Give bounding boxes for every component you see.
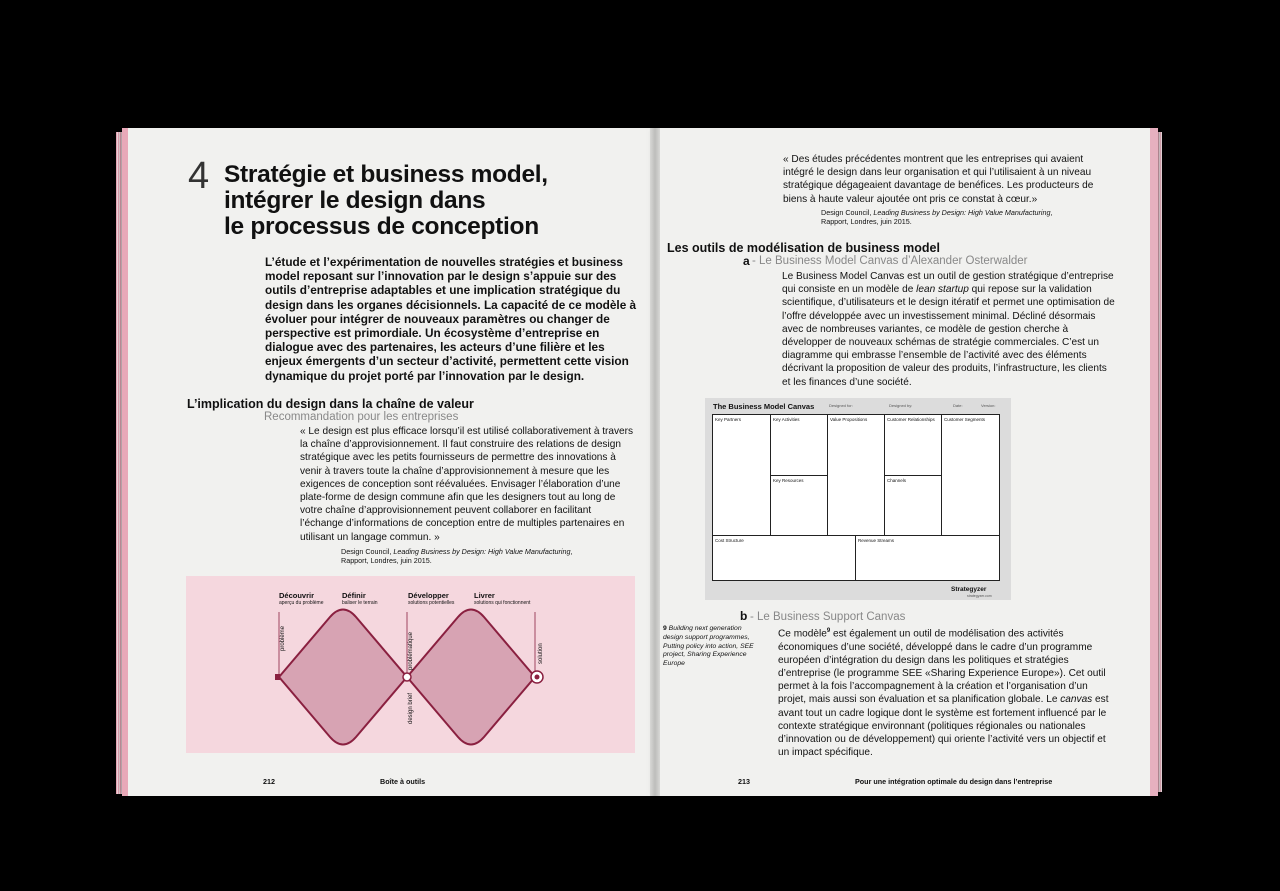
strategyzer-url: strategyzer.com [967, 594, 992, 598]
source-text: Design Council, [821, 208, 874, 217]
quote-paragraph: « Le design est plus efficace lorsqu’il est utilisé collaborativement à travers la chaîne d’approvisionnement. Il faut construire des relations de design stratégique avec les petits fournisseurs de permettre des innovations à venir à travers toute la chaîne d’approvisionnement à mesure que les exigences de conception sont réévaluées. Envisager l’élaboration d’une plate-forme de design commune afin que les designers tout au long de votre chaîne d’approvisionnement peuvent collaborer en facilitant l’échange d’informations de conception entre de multiples partenaires en utilisant un langage commun. » [300, 426, 634, 543]
body-text: est également un outil de modélisation des activités économiques d’une société, développé dans le cadre d’un programme européen d’intégration du design dans les politiques et stratégies d’entreprise (le programme SEE «Sharing Experience Europe»). Cet outil permet à la fois l’accompagnement à la création et l’organisation d’un projet, mais aussi son évaluation et sa planification globale. Le [778, 628, 1106, 706]
business-model-canvas-image [705, 398, 1011, 600]
chapter-number: 4 [188, 155, 210, 197]
cell-key-partners: Key Partners [712, 414, 771, 536]
canvas-title: The Business Model Canvas [713, 402, 815, 411]
right-section-heading: Les outils de modélisation de business model [667, 241, 940, 255]
cell-customer-relationships: Customer Relationships [884, 414, 942, 476]
cell-revenue-streams: Revenue Streams [855, 535, 1000, 581]
cell-value-propositions: Value Propositions [827, 414, 885, 536]
label-solution: solution [538, 643, 544, 664]
canvas-field: Date: [953, 403, 963, 408]
quote-source [341, 547, 631, 565]
phase-sub: solutions potentielles [408, 600, 455, 606]
label-probleme: problème [280, 625, 286, 651]
body-text-italic: canvas [1060, 694, 1093, 706]
cell-cost-structure: Cost Structure [712, 535, 856, 581]
support-canvas-description [778, 625, 1116, 759]
footnote-number: 9 [663, 625, 667, 632]
body-text-italic: lean startup [916, 284, 969, 296]
phase-title: Définir [342, 591, 366, 600]
phase-sub: solutions qui fonctionnent [474, 600, 531, 606]
book-gutter [650, 128, 660, 796]
canvas-description [782, 270, 1117, 389]
body-text: Le Business Model Canvas est un outil de gestion stratégique d’entreprise qui consiste en un modèle de [782, 271, 1114, 296]
label-problematique: problématique [408, 631, 414, 670]
footnote-text: Building next generation design support programmes, Putting policy into action, SEE project, Sharing Experience Europe [663, 625, 754, 668]
chapter-title-line: intégrer le design dans [224, 187, 486, 214]
cell-customer-segments: Customer Segments [941, 414, 1000, 536]
section-subheading: Recommandation pour les entreprises [264, 411, 459, 423]
cell-key-activities: Key Activities [770, 414, 828, 476]
subsection-letter-b: b [740, 609, 748, 623]
footnote-reference: 9 [826, 628, 831, 634]
develop-deliver-diamond [407, 610, 535, 745]
running-footer-right: Pour une intégration optimale du design dans l’entreprise [855, 777, 1053, 786]
label-design-brief: design brief [408, 692, 414, 724]
chapter-title-line: Stratégie et business model, [224, 161, 548, 188]
cell-key-resources: Key Resources [770, 475, 828, 536]
right-quote-paragraph: « Des études précédentes montrent que les entreprises qui avaient intégré le design dans leur organisation et qui l’utilisaient à un niveau stratégique dégageaient davantage de benéfices. Les producteurs de biens à haute valeur ajoutée ont pris ce constat à cœur.» [783, 154, 1094, 205]
subsection-title-a: - Le Business Model Canvas d’Alexander Osterwalder [752, 255, 1028, 267]
end-marker-dot [535, 675, 540, 680]
page-number-right: 213 [738, 777, 750, 786]
source-text: Design Council, [341, 547, 394, 556]
canvas-field: Designed for: [829, 403, 853, 408]
source-text: Rapport, Londres, juin 2015. [821, 217, 912, 226]
discover-define-diamond [279, 610, 407, 745]
start-marker [275, 674, 280, 680]
section-heading: L’implication du design dans la chaîne de valeur [187, 397, 474, 411]
body-text: qui repose sur la validation scientifique, d’utilisateurs et le design itératif et permet une optimisation de l’offre développée avec un investissement minimal. Décliné désormais avec de nombreuses variantes, ce modèle de gestion cherche à développer de nouveaux schémas de stratégie commerciales. C’est un diagramme qui embrasse l’ensemble de l’activité avec des éléments décrivant la proposition de valeur des produits, l’infrastructure, les clients et les finances d’une société. [782, 284, 1115, 388]
footnote [663, 625, 763, 669]
phase-sub: aperçu du problème [279, 600, 324, 606]
subsection-title-b: - Le Business Support Canvas [750, 611, 906, 623]
canvas-field: Version: [981, 403, 996, 408]
canvas-field: Designed by: [889, 403, 913, 408]
chapter-title-line: le processus de conception [224, 213, 539, 240]
running-footer-left: Boîte à outils [380, 777, 426, 786]
phase-sub: baliser le terrain [342, 600, 378, 606]
body-text: est avant tout un cadre logique dont le système est fortement influencé par le contexte stratégique environnant (politiques régionales ou nationales d’innovation ou de développement) qui oriente l’activité vers un objectif et un impact spécifique. [778, 694, 1109, 759]
double-diamond-diagram [186, 576, 635, 753]
source-text: Rapport, Londres, juin 2015. [341, 556, 432, 565]
phase-title: Découvrir [279, 591, 315, 600]
source-text: , [1050, 208, 1053, 217]
midpoint-marker [403, 673, 411, 681]
intro-paragraph: L’étude et l’expérimentation de nouvelles stratégies et business model reposant sur l’innovation par le design s’appuie sur des outils d’entreprise adaptables et une implication stratégique du design dans les organes décisionnels. La capacité de ce modèle à évoluer pour intégrer de nouveaux paramètres ou changer de perspective est primordiale. Un écosystème d’entreprise en dialogue avec des partenaires, les acteurs d’une filière et les enjeux émergents d’un secteur d’activité, permettent cette vision dynamique du projet porté par l’innovation par le design. [265, 255, 637, 383]
right-quote-source [821, 208, 1101, 226]
cell-channels: Channels [884, 475, 942, 536]
source-title: Leading Business by Design: High Value Manufacturing [393, 547, 571, 556]
phase-title: Développer [408, 591, 449, 600]
chapter-title [224, 162, 624, 240]
phase-title: Livrer [474, 591, 495, 600]
strategyzer-logo: Strategyzer [951, 586, 987, 593]
source-text: , [570, 547, 573, 556]
page-number-left: 212 [263, 777, 275, 786]
body-text: Ce modèle [778, 628, 827, 640]
source-title: Leading Business by Design: High Value Manufacturing [873, 208, 1051, 217]
subsection-letter-a: a [743, 254, 750, 268]
